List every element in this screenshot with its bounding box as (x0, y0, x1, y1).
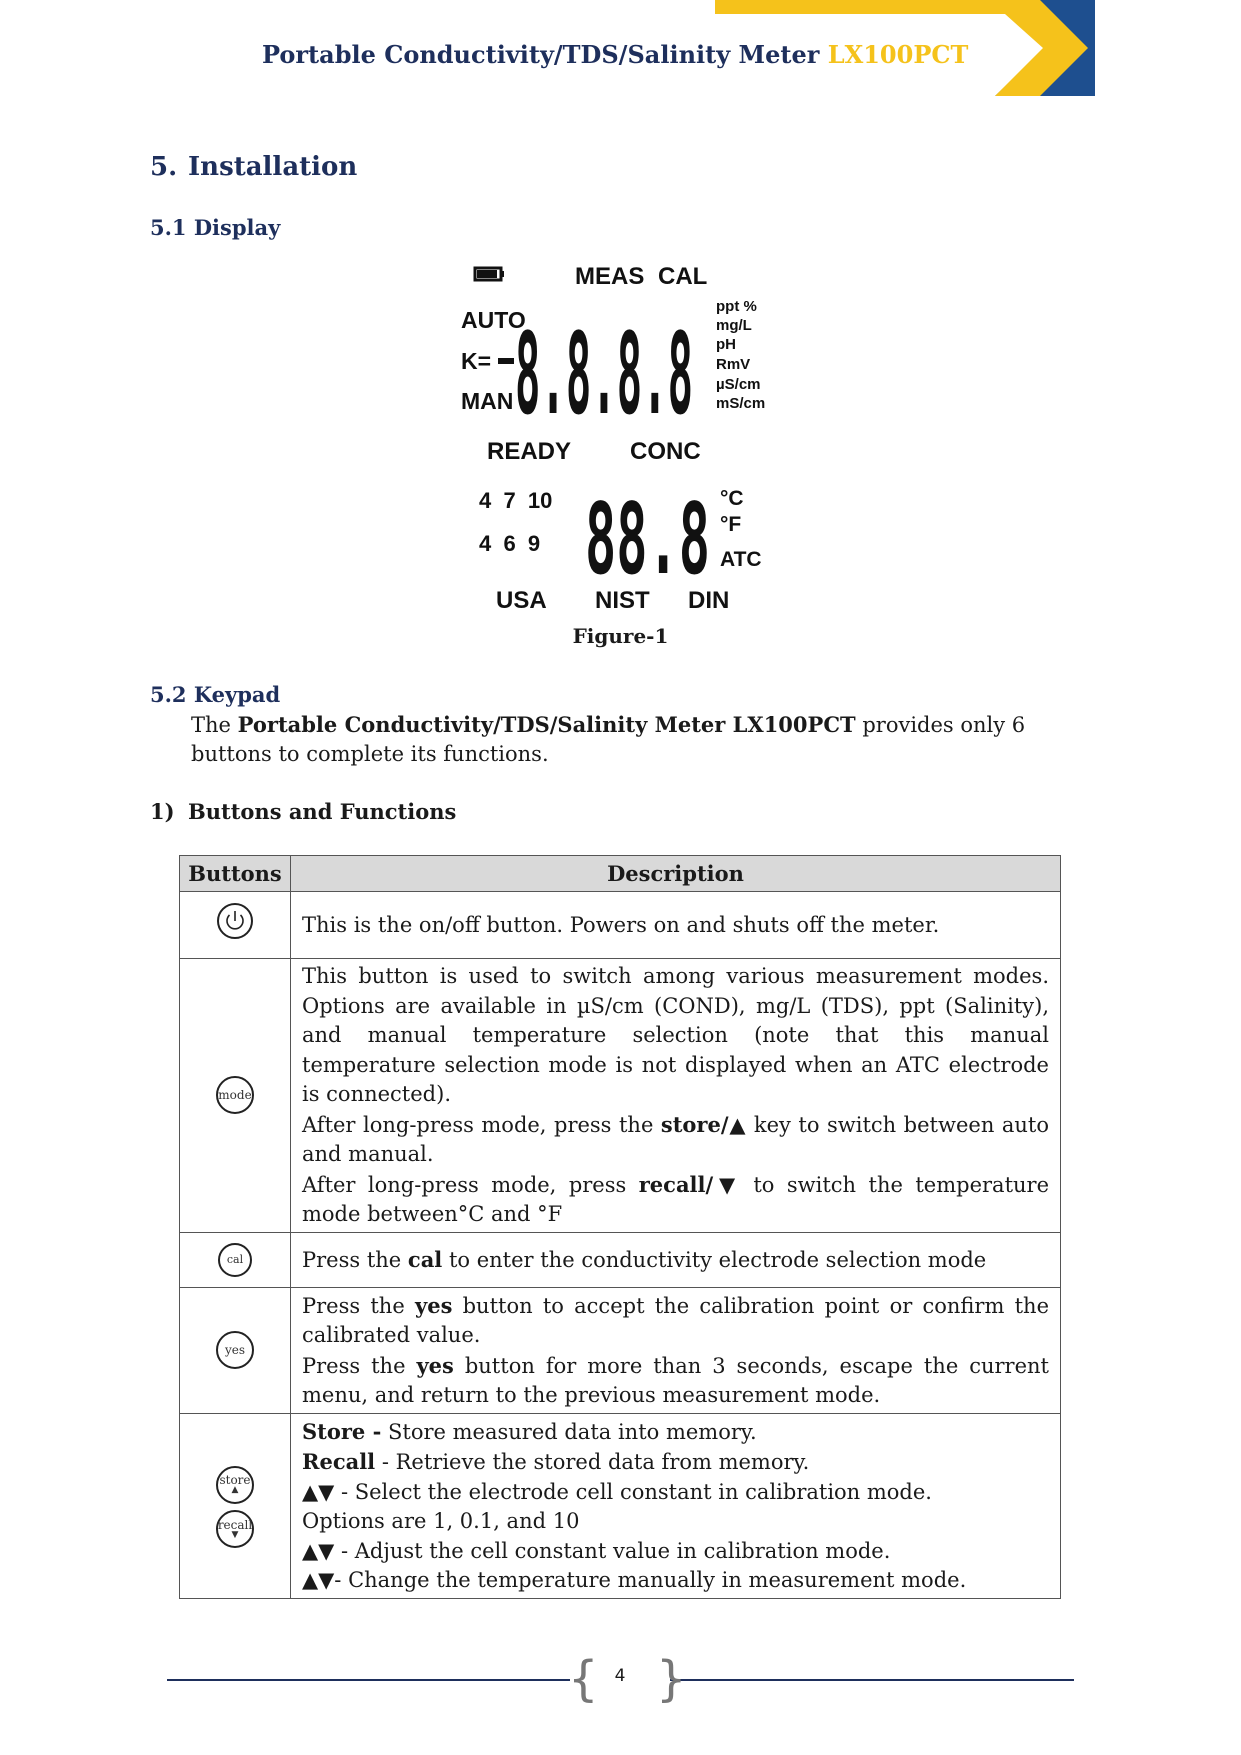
footer-brace-right: } (656, 1651, 687, 1707)
section-name: Installation (188, 152, 358, 182)
yes-key-icon: yes (216, 1331, 254, 1369)
mode-description: This button is used to switch among various measurement modes. Options are available in µS/cm (COND), mg/L (TDS), ppt (Salinity), and manual temperature selection (note that this manual temperature selection mode is not displayed when an ATC electrode is connected). After long-press mode, press the store/▲ key to switch between auto and manual. After long-press mode, press recall/▼ to switch the temperature mode between°C and °F (291, 959, 1061, 1233)
lcd-unit-mgl: mg/L (716, 317, 752, 334)
header-title: Portable Conductivity/TDS/Salinity Meter LX100PCT (262, 40, 969, 69)
lcd-din: DIN (688, 587, 730, 614)
section-title (150, 152, 357, 182)
header-model: LX100PCT (827, 40, 969, 69)
cal-key-icon: cal (218, 1243, 252, 1277)
lcd-conc: CONC (630, 438, 701, 465)
page-number: 4 (614, 1666, 626, 1686)
lcd-unit-rmv: RmV (716, 356, 751, 373)
lcd-unit-uscm: µS/cm (716, 376, 761, 393)
lcd-buffers-row2: 4 6 9 (479, 531, 541, 556)
footer-rule-right (670, 1679, 1074, 1681)
table-row (180, 959, 1061, 1233)
yes-description: Press the yes button to accept the calibration point or confirm the calibrated value. Press the yes button for more than 3 seconds, escape the current menu, and return to the previous measurement mode. (291, 1287, 1061, 1413)
footer-rule-left (167, 1679, 570, 1681)
lcd-unit-ppt: ppt % (716, 298, 757, 315)
store-key-icon: store ▲ (216, 1466, 254, 1504)
table-header-row (180, 856, 1061, 892)
lcd-unit-f: °F (720, 513, 742, 536)
cal-description: Press the cal to enter the conductivity electrode selection mode (291, 1232, 1061, 1287)
lcd-atc: ATC (720, 548, 762, 571)
figure-caption: Figure-1 (572, 624, 669, 648)
table-row (180, 1232, 1061, 1287)
mode-key-icon: mode (216, 1076, 254, 1114)
lcd-temp-digits: 88.8 (585, 483, 710, 597)
lcd-unit-ph: pH (716, 336, 736, 353)
table-row (180, 1413, 1061, 1598)
recall-key-icon: recall ▼ (216, 1510, 254, 1548)
display-heading: 5.1 Display (150, 215, 281, 240)
table-row (180, 1287, 1061, 1413)
buttons-table (179, 855, 1061, 1599)
lcd-main-digits: 8.8.8.8 (515, 310, 693, 440)
lcd-ready: READY (487, 438, 572, 465)
lcd-auto: AUTO (461, 307, 526, 333)
lcd-unit-c: °C (720, 487, 744, 510)
keypad-heading: 5.2 Keypad (150, 682, 281, 707)
header-description: Description (291, 856, 1061, 892)
power-description: This is the on/off button. Powers on and shuts off the meter. (291, 892, 1061, 959)
table-row (180, 892, 1061, 959)
header-buttons: Buttons (180, 856, 291, 892)
lcd-buffers-row1: 4 7 10 (479, 488, 553, 513)
lcd-usa: USA (496, 587, 547, 614)
footer-brace-left: { (568, 1651, 599, 1707)
lcd-meas: MEAS (575, 263, 645, 290)
section-number: 5. (150, 152, 178, 182)
lcd-man: MAN (461, 388, 514, 414)
lcd-unit-mscm: mS/cm (716, 395, 766, 412)
store-recall-description: Store - Store measured data into memory. Recall - Retrieve the stored data from memory. ▲▼ - Select the electrode cell constant in calibration mode. Options are 1, 0.1, and 10 ▲▼ - Adjust the cell constant value in calibration mode. ▲▼- Change the temperature manually in measurement mode. (291, 1413, 1061, 1598)
keypad-intro: The Portable Conductivity/TDS/Salinity Meter LX100PCT provides only 6 buttons to complete its functions. (191, 712, 1026, 766)
lcd-display-figure (455, 255, 775, 615)
lcd-cal: CAL (658, 263, 708, 290)
buttons-heading: 1) Buttons and Functions (150, 799, 457, 824)
battery-icon (475, 268, 504, 280)
lcd-nist: NIST (595, 587, 650, 614)
power-icon (216, 902, 254, 940)
lcd-k: K= (461, 348, 492, 374)
